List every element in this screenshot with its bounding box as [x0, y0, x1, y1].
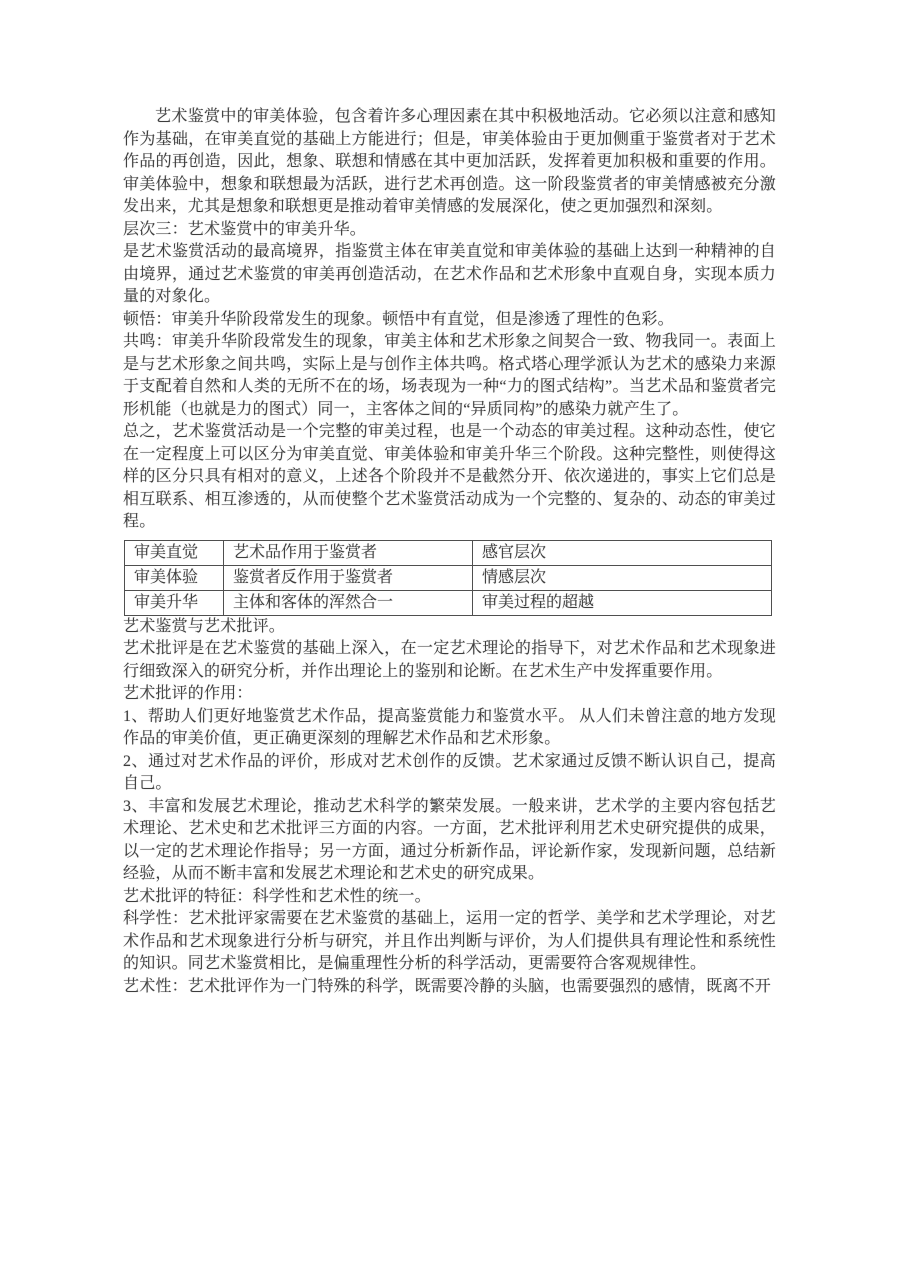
- table-row: [125, 590, 772, 615]
- table-cell: 审美升华: [125, 590, 224, 615]
- paragraph-resonance: 共鸣：审美升华阶段常发生的现象，审美主体和艺术形象之间契合一致、物我同一。表面上是与艺术形象之间共鸣，实际上是与创作主体共鸣。格式塔心理学派认为艺术的感染力来源于支配着自然和人类的无所不在的场，场表现为一种“力的图式结构”。当艺术品和鉴赏者完形机能（也就是力的图式）同一，主客体之间的“异质同构”的感染力就产生了。: [123, 333, 776, 418]
- paragraph-function-3: 3、丰富和发展艺术理论，推动艺术科学的繁荣发展。一般来讲，艺术学的主要内容包括艺术理论、艺术史和艺术批评三方面的内容。一方面，艺术批评利用艺术史研究提供的成果，以一定的艺术理论作指导；另一方面，通过分析新作品，评论新作家，发现新问题，总结新经验，从而不断丰富和发展艺术理论和艺术史的研究成果。: [123, 797, 776, 882]
- paragraph-criticism-definition: 艺术批评是在艺术鉴赏的基础上深入，在一定艺术理论的指导下，对艺术作品和艺术现象进行细致深入的研究分析，并作出理论上的鉴别和论断。在艺术生产中发挥重要作用。: [123, 640, 776, 680]
- heading-level-three-sublimation: 层次三：艺术鉴赏中的审美升华。: [123, 220, 367, 238]
- table-cell: 审美直觉: [125, 540, 224, 565]
- table-cell: 情感层次: [473, 565, 772, 590]
- paragraph-sublimation-definition: 是艺术鉴赏活动的最高境界，指鉴赏主体在审美直觉和审美体验的基础上达到一种精神的自由境界，通过艺术鉴赏的审美再创造活动，在艺术作品和艺术形象中直观自身，实现本质力量的对象化。: [123, 243, 776, 305]
- heading-criticism-characteristics: 艺术批评的特征：科学性和艺术性的统一。: [123, 887, 431, 905]
- document-content: [123, 106, 776, 998]
- table-row: [125, 565, 772, 590]
- paragraph-aesthetic-experience: 艺术鉴赏中的审美体验，包含着许多心理因素在其中积极地活动。它必须以注意和感知作为基础，在审美直觉的基础上方能进行；但是，审美体验由于更加侧重于鉴赏者对于艺术作品的再创造，因此，想象、联想和情感在其中更加活跃，发挥着更加积极和重要的作用。审美体验中，想象和联想最为活跃，进行艺术再创造。这一阶段鉴赏者的审美情感被充分激发出来，尤其是想象和联想更是推动着审美情感的发展深化，使之更加强烈和深刻。: [123, 108, 776, 215]
- paragraph-summary: 总之，艺术鉴赏活动是一个完整的审美过程，也是一个动态的审美过程。这种动态性，使它在一定程度上可以区分为审美直觉、审美体验和审美升华三个阶段。这种完整性，则使得这样的区分只具有相对的意义，上述各个阶段并不是截然分开、依次递进的，事实上它们总是相互联系、相互渗透的，从而使整个艺术鉴赏活动成为一个完整的、复杂的、动态的审美过程。: [123, 423, 776, 530]
- table-cell: 主体和客体的浑然合一: [224, 590, 473, 615]
- paragraph-artistic-nature: 艺术性：艺术批评作为一门特殊的科学，既需要冷静的头脑，也需要强烈的感情，既离不开: [123, 977, 772, 995]
- table-cell: 审美体验: [125, 565, 224, 590]
- heading-criticism-functions: 艺术批评的作用：: [123, 685, 253, 702]
- heading-appreciation-vs-criticism: 艺术鉴赏与艺术批评。: [123, 617, 286, 635]
- summary-table: [124, 540, 772, 616]
- table-cell: 鉴赏者反作用于鉴赏者: [224, 565, 473, 590]
- table-cell: 艺术品作用于鉴赏者: [224, 540, 473, 565]
- paragraph-scientific-nature: 科学性：艺术批评家需要在艺术鉴赏的基础上，运用一定的哲学、美学和艺术学理论，对艺术作品和艺术现象进行分析与研究，并且作出判断与评价，为人们提供具有理论性和系统性的知识。同艺术鉴赏相比，是偏重理性分析的科学活动，更需要符合客观规律性。: [123, 910, 776, 972]
- paragraph-function-2: 2、通过对艺术作品的评价，形成对艺术创作的反馈。艺术家通过反馈不断认识自己，提高自己。: [123, 752, 776, 792]
- table-cell: 审美过程的超越: [473, 590, 772, 615]
- paragraph-epiphany: 顿悟：审美升华阶段常发生的现象。顿悟中有直觉，但是渗透了理性的色彩。: [123, 310, 674, 328]
- table-cell: 感官层次: [473, 540, 772, 565]
- table-row: [125, 540, 772, 565]
- paragraph-function-1: 1、帮助人们更好地鉴赏艺术作品，提高鉴赏能力和鉴赏水平。 从人们未曾注意的地方发现作品的审美价值，更正确更深刻的理解艺术作品和艺术形象。: [123, 707, 776, 747]
